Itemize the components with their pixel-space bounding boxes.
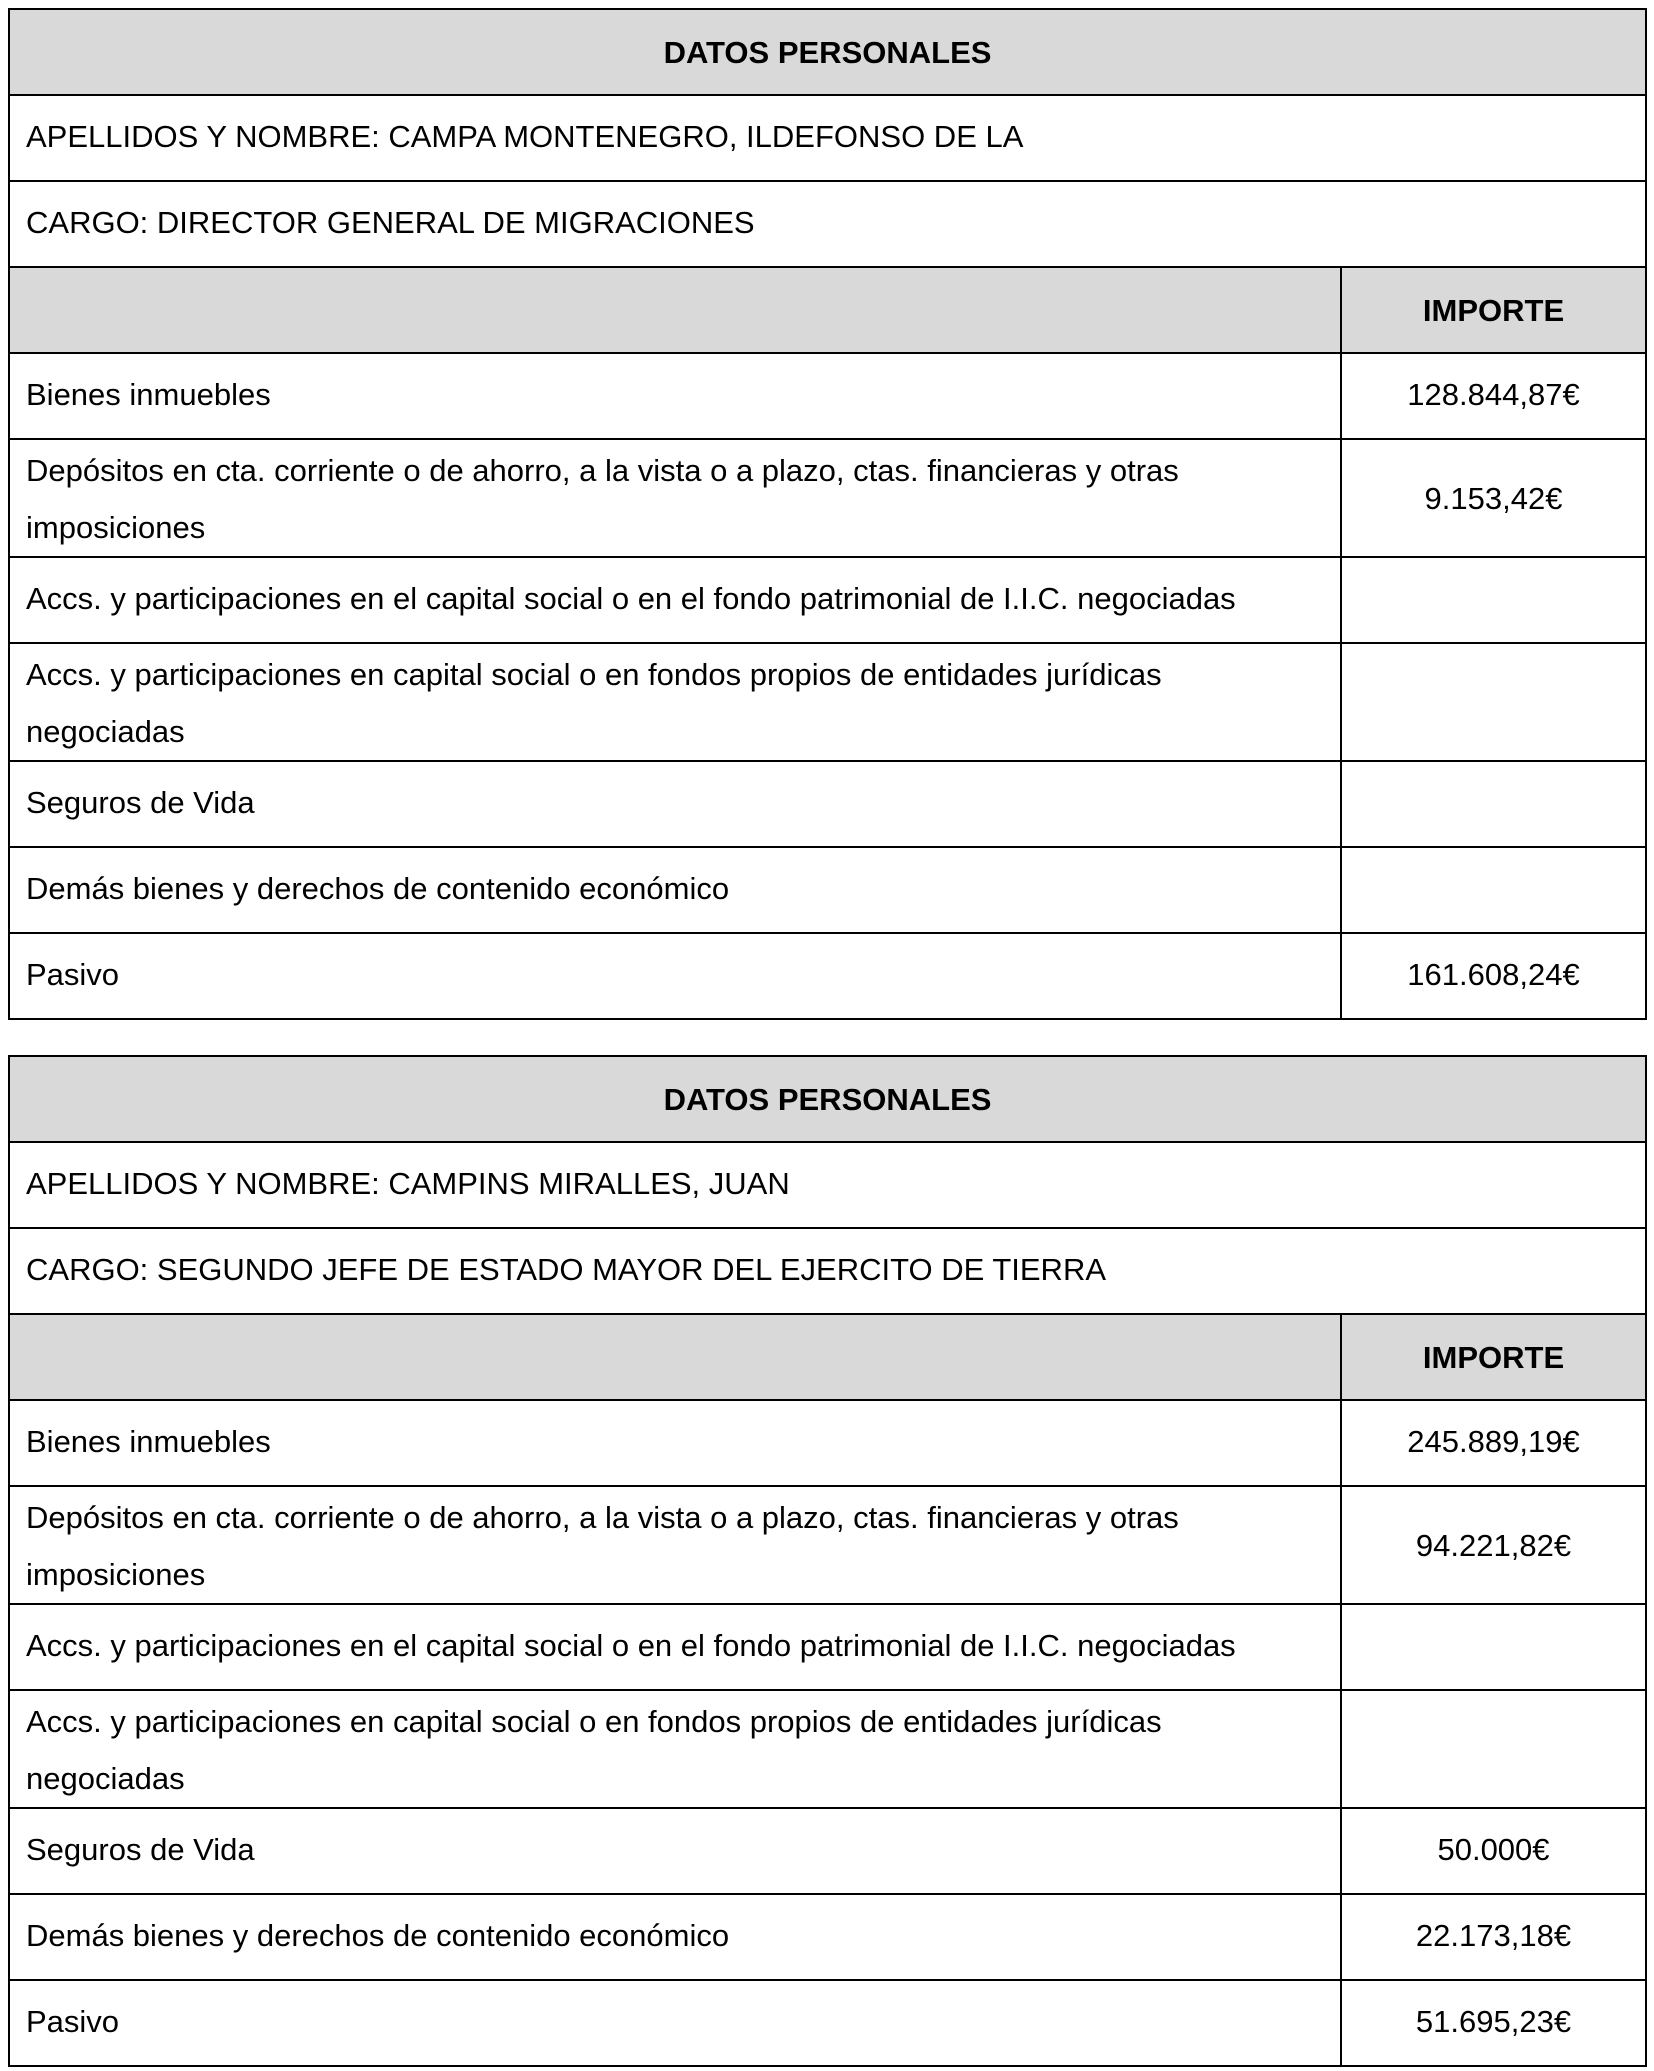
table-row	[9, 1894, 1646, 1980]
row-label: Depósitos en cta. corriente o de ahorro, a la vista o a plazo, ctas. financieras y otras imposiciones	[9, 1486, 1341, 1604]
declaration-table-2	[8, 1055, 1647, 2067]
table-row	[9, 439, 1646, 557]
row-amount: 9.153,42€	[1341, 439, 1646, 557]
row-label: Accs. y participaciones en capital social o en fondos propios de entidades jurídicas negociadas	[9, 1690, 1341, 1808]
cargo-line: CARGO: SEGUNDO JEFE DE ESTADO MAYOR DEL EJERCITO DE TIERRA	[9, 1228, 1646, 1314]
table-row	[9, 643, 1646, 761]
row-amount: 128.844,87€	[1341, 353, 1646, 439]
row-amount	[1341, 643, 1646, 761]
table-row	[9, 1486, 1646, 1604]
row-label: Accs. y participaciones en el capital social o en el fondo patrimonial de I.I.C. negociadas	[9, 1604, 1341, 1690]
row-label: Bienes inmuebles	[9, 1400, 1341, 1486]
table-row	[9, 933, 1646, 1019]
header-blank-cell	[9, 267, 1341, 353]
table-row	[9, 1604, 1646, 1690]
row-label: Accs. y participaciones en capital social o en fondos propios de entidades jurídicas negociadas	[9, 643, 1341, 761]
row-label: Pasivo	[9, 1980, 1341, 2066]
table-row	[9, 353, 1646, 439]
header-blank-cell	[9, 1314, 1341, 1400]
name-line: APELLIDOS Y NOMBRE: CAMPA MONTENEGRO, ILDEFONSO DE LA	[9, 95, 1646, 181]
table-row	[9, 1980, 1646, 2066]
amount-header: IMPORTE	[1341, 1314, 1646, 1400]
amount-header: IMPORTE	[1341, 267, 1646, 353]
row-amount	[1341, 761, 1646, 847]
row-label: Bienes inmuebles	[9, 353, 1341, 439]
table-row	[9, 847, 1646, 933]
table-row	[9, 1808, 1646, 1894]
row-label: Seguros de Vida	[9, 761, 1341, 847]
row-label: Depósitos en cta. corriente o de ahorro, a la vista o a plazo, ctas. financieras y otras imposiciones	[9, 439, 1341, 557]
row-label: Accs. y participaciones en el capital social o en el fondo patrimonial de I.I.C. negociadas	[9, 557, 1341, 643]
row-amount: 51.695,23€	[1341, 1980, 1646, 2066]
section-title: DATOS PERSONALES	[9, 1056, 1646, 1142]
name-line: APELLIDOS Y NOMBRE: CAMPINS MIRALLES, JUAN	[9, 1142, 1646, 1228]
row-label: Demás bienes y derechos de contenido económico	[9, 1894, 1341, 1980]
table-row	[9, 1400, 1646, 1486]
section-title: DATOS PERSONALES	[9, 9, 1646, 95]
row-label: Seguros de Vida	[9, 1808, 1341, 1894]
cargo-line: CARGO: DIRECTOR GENERAL DE MIGRACIONES	[9, 181, 1646, 267]
declaration-table-1	[8, 8, 1647, 1020]
row-amount: 161.608,24€	[1341, 933, 1646, 1019]
table-row	[9, 557, 1646, 643]
row-amount: 50.000€	[1341, 1808, 1646, 1894]
row-amount: 245.889,19€	[1341, 1400, 1646, 1486]
row-label: Pasivo	[9, 933, 1341, 1019]
row-amount: 94.221,82€	[1341, 1486, 1646, 1604]
row-amount: 22.173,18€	[1341, 1894, 1646, 1980]
row-amount	[1341, 1604, 1646, 1690]
row-amount	[1341, 847, 1646, 933]
row-label: Demás bienes y derechos de contenido económico	[9, 847, 1341, 933]
table-row	[9, 1690, 1646, 1808]
row-amount	[1341, 557, 1646, 643]
table-row	[9, 761, 1646, 847]
row-amount	[1341, 1690, 1646, 1808]
